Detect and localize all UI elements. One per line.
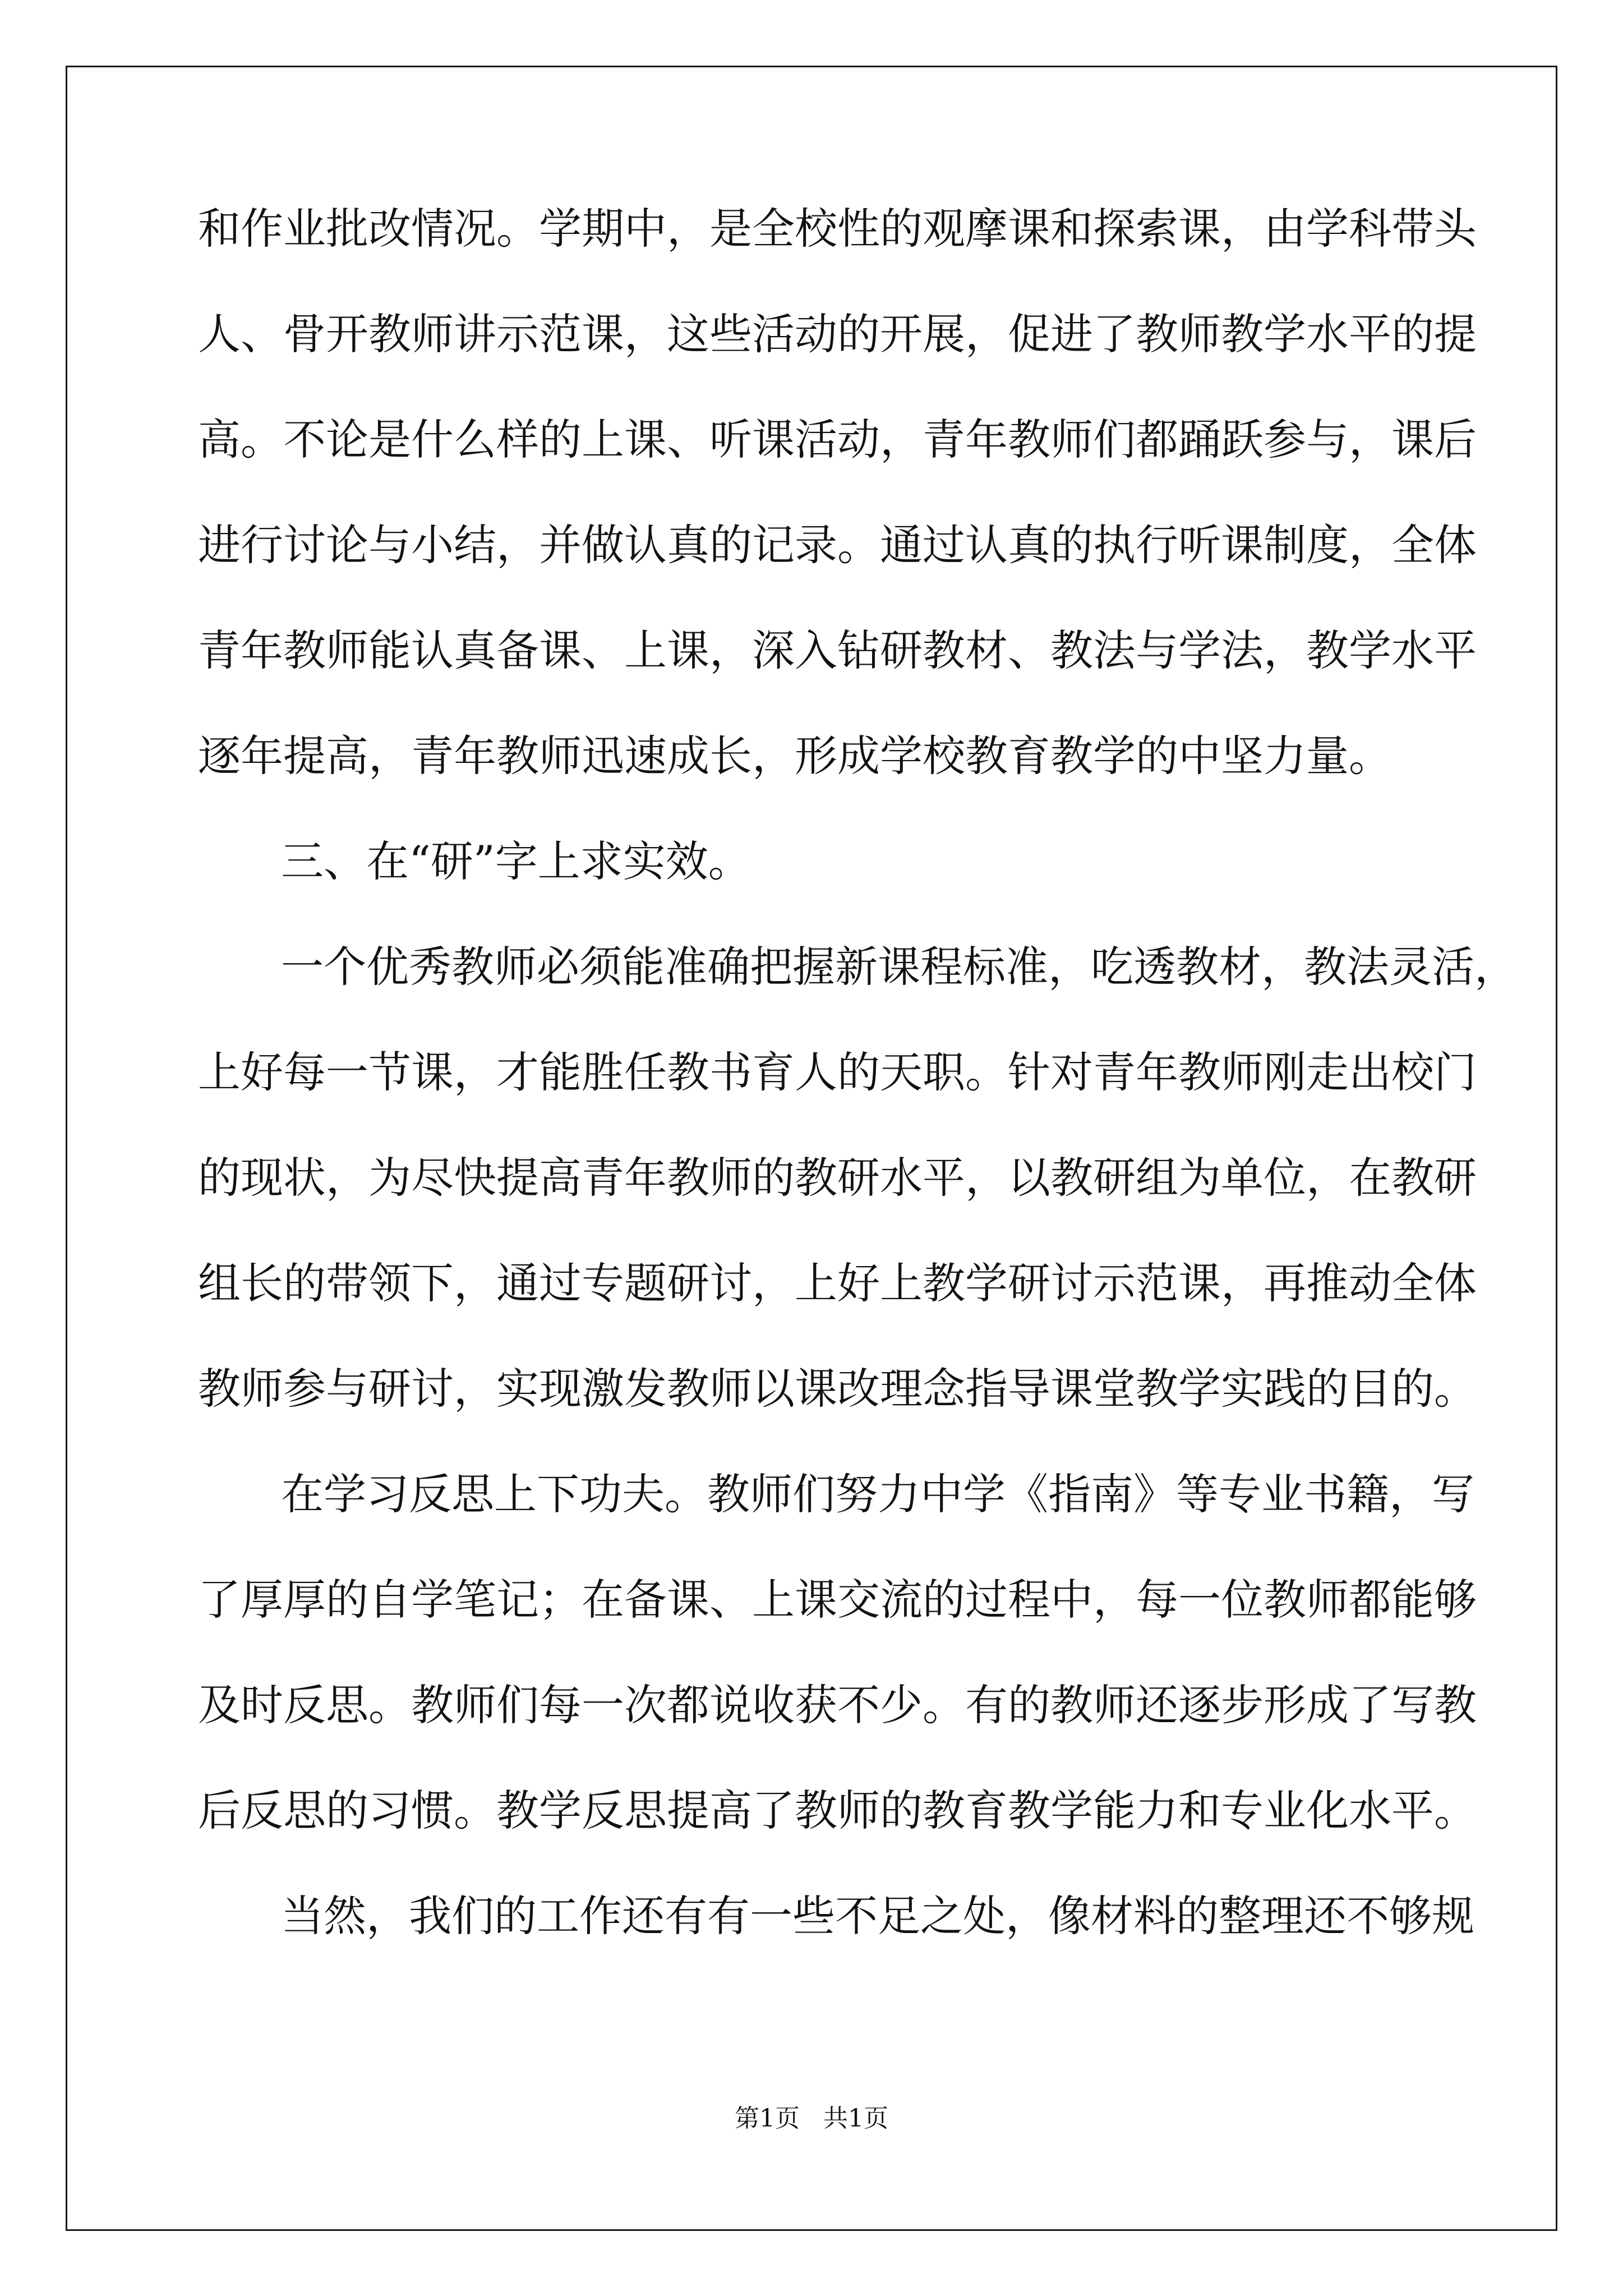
text-line: 一个优秀教师必须能准确把握新课程标准，吃透教材，教法灵活，	[281, 942, 1517, 992]
text-line: 的现状，为尽快提高青年教师的教研水平，以教研组为单位，在教研	[198, 1153, 1477, 1203]
text-line: 在学习反思上下功夫。教师们努力中学《指南》等专业书籍，写	[281, 1469, 1474, 1519]
text-line: 教师参与研讨，实现激发教师以课改理念指导课堂教学实践的目的。	[198, 1364, 1477, 1414]
section-heading: 三、在“研”字上求实效。	[281, 836, 751, 886]
text-line: 上好每一节课，才能胜任教书育人的天职。针对青年教师刚走出校门	[198, 1047, 1477, 1097]
text-line: 组长的带领下，通过专题研讨，上好上教学研讨示范课，再推动全体	[198, 1258, 1477, 1308]
text-line: 及时反思。教师们每一次都说收获不少。有的教师还逐步形成了写教	[198, 1680, 1477, 1730]
text-line: 人、骨开教师讲示范课，这些活动的开展，促进了教师教学水平的提	[198, 309, 1477, 359]
text-line: 逐年提高，青年教师迅速成长，形成学校教育教学的中坚力量。	[198, 731, 1391, 781]
text-line: 了厚厚的自学笔记；在备课、上课交流的过程中，每一位教师都能够	[198, 1575, 1477, 1625]
text-line: 进行讨论与小结，并做认真的记录。通过认真的执行听课制度，全体	[198, 520, 1477, 570]
text-line: 高。不论是什么样的上课、听课活动，青年教师们都踊跃参与，课后	[198, 415, 1477, 464]
text-line: 后反思的习惯。教学反思提高了教师的教育教学能力和专业化水平。	[198, 1786, 1477, 1835]
text-line: 青年教师能认真备课、上课，深入钻研教材、教法与学法，教学水平	[198, 625, 1477, 675]
page-footer: 第1页 共1页	[735, 2104, 888, 2133]
text-line: 当然，我们的工作还有有一些不足之处，像材料的整理还不够规	[281, 1891, 1474, 1941]
text-line: 和作业批改情况。学期中，是全校性的观摩课和探索课，由学科带头	[198, 204, 1477, 254]
